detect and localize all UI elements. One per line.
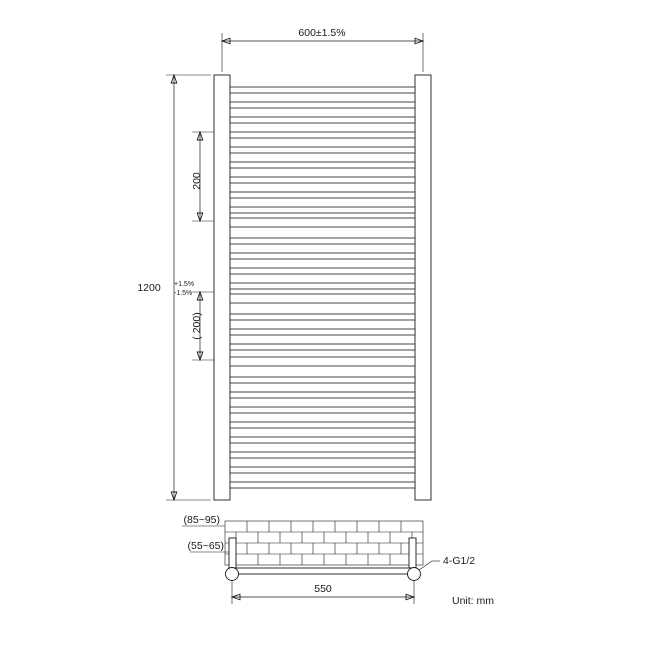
- depth-upper-label: (85~95): [183, 514, 220, 526]
- height-dimension-label: 1200: [137, 282, 161, 294]
- wall-hatching: [225, 521, 423, 565]
- bottom-width-label: 550: [314, 583, 332, 595]
- wall-brackets: [229, 538, 416, 568]
- unit-note: Unit: mm: [452, 595, 494, 607]
- connection-callout: [419, 555, 475, 570]
- connection-label: 4-G1/2: [443, 555, 476, 567]
- side-view: [182, 514, 475, 604]
- depth-upper-dimension: [182, 514, 225, 526]
- depth-lower-dimension: [188, 540, 229, 552]
- width-dimension: [222, 27, 423, 72]
- spacing-top-dimension: [191, 132, 214, 221]
- height-tolerance-upper: +1.5%: [174, 281, 195, 288]
- spacing-top-label: 200: [191, 172, 203, 190]
- right-vertical-rail: [415, 75, 431, 500]
- left-vertical-rail: [214, 75, 230, 500]
- bottom-width-dimension: [232, 580, 414, 604]
- bottom-rail: [232, 568, 414, 574]
- spacing-mid-label: ( 200): [191, 312, 203, 340]
- front-view: [137, 27, 431, 500]
- spacing-mid-dimension: [191, 292, 214, 360]
- valve-right: [408, 568, 421, 581]
- towel-bars: [230, 87, 415, 488]
- depth-lower-label: (55~65): [187, 540, 224, 552]
- height-tolerance-lower: -1.5%: [174, 290, 193, 297]
- width-dimension-label: 600±1.5%: [298, 27, 346, 39]
- valve-left: [226, 568, 239, 581]
